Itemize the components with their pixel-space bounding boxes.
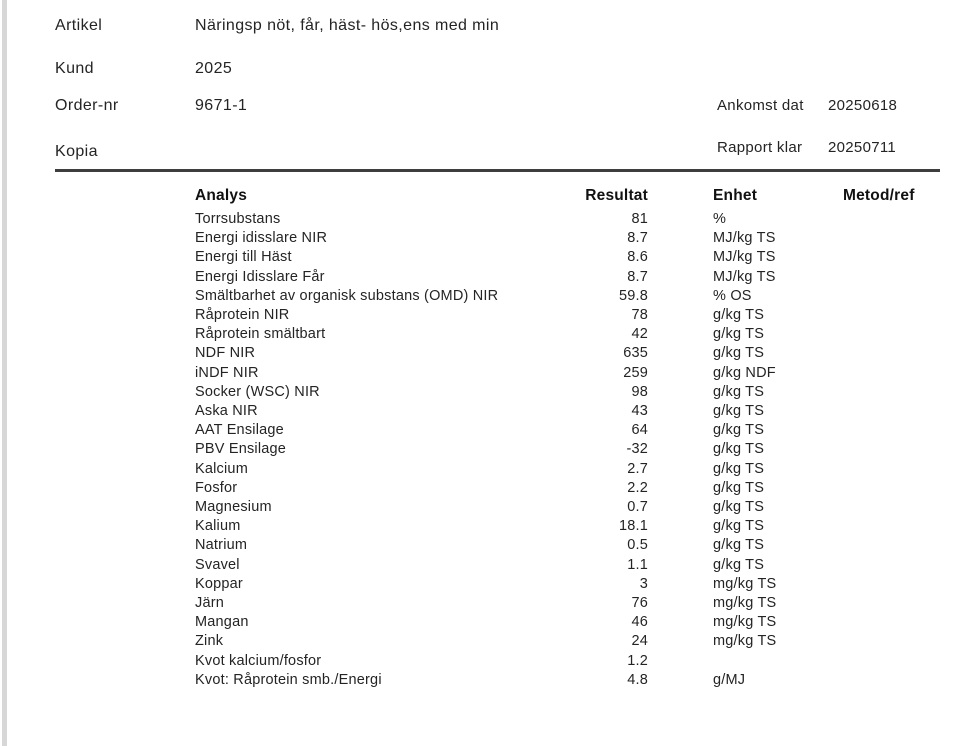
field-label-ankomst-dat: Ankomst dat [717,97,804,114]
column-header-enhet: Enhet [713,187,758,204]
field-value-artikel: Näringsp nöt, får, häst- hös,ens med min [195,17,500,34]
cell-resultat: 2.2 [627,479,648,496]
cell-resultat: 42 [631,326,648,343]
cell-metod-ref [826,344,943,363]
field-value-order-nr: 9671-1 [195,97,248,114]
cell-analys: Aska NIR [195,403,258,420]
field-label-kopia: Kopia [55,143,98,160]
cell-metod-ref [826,325,943,344]
table-body [195,210,943,690]
cell-metod-ref [826,575,943,594]
cell-analys: Järn [195,595,225,612]
cell-resultat: 0.7 [627,499,648,516]
table-row [195,594,943,613]
cell-enhet: g/kg TS [713,460,765,477]
table-row [195,383,943,402]
cell-enhet: mg/kg TS [713,614,777,631]
cell-enhet [648,652,826,671]
cell-metod-ref [826,402,943,421]
cell-enhet: % [713,211,727,227]
table-row [195,306,943,325]
table-header-row [195,186,943,206]
cell-analys: Energi Idisslare Får [195,268,325,285]
cell-enhet: g/kg TS [713,345,765,362]
table-row [195,325,943,344]
cell-resultat: 8.7 [627,230,648,247]
cell-metod-ref [826,594,943,613]
cell-metod-ref [826,498,943,517]
cell-analys: PBV Ensilage [195,441,287,458]
cell-analys: Kvot kalcium/fosfor [195,652,322,669]
cell-analys: Magnesium [195,499,272,516]
table-row [195,479,943,498]
cell-analys: Kalcium [195,460,248,477]
field-value-kund: 2025 [195,60,233,77]
cell-metod-ref [826,536,943,555]
cell-metod-ref [826,210,943,229]
field-label-rapport-klar: Rapport klar [717,139,803,156]
cell-enhet: % OS [713,287,752,304]
cell-enhet: g/kg TS [713,479,765,496]
cell-metod-ref [826,632,943,651]
cell-enhet: g/kg TS [713,499,765,516]
table-row [195,556,943,575]
cell-enhet: g/kg TS [713,307,765,324]
cell-resultat: 76 [631,595,648,612]
cell-resultat: 2.7 [627,460,648,477]
cell-metod-ref [826,479,943,498]
cell-metod-ref [826,229,943,248]
cell-metod-ref [826,268,943,287]
cell-analys: Smältbarhet av organisk substans (OMD) NIR [195,287,499,304]
table-row [195,440,943,459]
cell-metod-ref [826,421,943,440]
table-row [195,364,943,383]
cell-resultat: 81 [631,211,648,227]
cell-resultat: 78 [631,307,648,324]
table-row [195,344,943,363]
cell-analys: Råprotein smältbart [195,326,326,343]
header-divider-rule [55,169,940,172]
cell-resultat: 24 [631,633,648,650]
cell-analys: Kvot: Råprotein smb./Energi [195,671,382,688]
cell-resultat: -32 [626,441,648,458]
cell-resultat: 8.7 [627,268,648,285]
table-row [195,632,943,651]
table-row [195,460,943,479]
cell-enhet: g/kg TS [713,383,765,400]
cell-resultat: 1.1 [627,556,648,573]
table-row [195,613,943,632]
cell-resultat: 43 [631,403,648,420]
field-label-order-nr: Order-nr [55,97,119,114]
table-row [195,652,943,671]
table-row [195,421,943,440]
cell-metod-ref [826,383,943,402]
cell-analys: Svavel [195,556,240,573]
cell-analys: NDF NIR [195,345,256,362]
table-row [195,402,943,421]
cell-resultat: 4.8 [627,671,648,688]
table-row [195,536,943,555]
table-row [195,229,943,248]
table-row [195,517,943,536]
table-row [195,671,943,690]
column-header-metod-ref: Metod/ref [843,187,915,204]
cell-metod-ref [826,556,943,575]
table-row [195,287,943,306]
cell-metod-ref [826,613,943,632]
cell-enhet: MJ/kg TS [713,268,776,285]
field-label-artikel: Artikel [55,17,103,34]
cell-analys: Kalium [195,518,241,535]
cell-metod-ref [826,671,943,690]
cell-enhet: mg/kg TS [713,575,777,592]
cell-enhet: g/kg TS [713,518,765,535]
cell-metod-ref [826,517,943,536]
column-header-analys: Analys [195,187,248,204]
table-row [195,575,943,594]
table-row [195,268,943,287]
cell-enhet: g/kg TS [713,537,765,554]
cell-metod-ref [826,364,943,383]
cell-analys: Energi idisslare NIR [195,230,328,247]
cell-enhet: g/kg TS [713,326,765,343]
cell-metod-ref [826,460,943,479]
cell-resultat: 98 [631,383,648,400]
cell-analys: Mangan [195,614,249,631]
column-header-resultat: Resultat [585,187,648,204]
cell-resultat: 0.5 [627,537,648,554]
cell-analys: Energi till Häst [195,249,292,266]
cell-analys: Torrsubstans [195,211,281,227]
cell-resultat: 8.6 [627,249,648,266]
cell-analys: Koppar [195,575,243,592]
cell-analys: Fosfor [195,479,238,496]
field-label-kund: Kund [55,60,94,77]
table-row [195,210,943,229]
cell-metod-ref [826,652,943,671]
cell-resultat: 259 [623,364,648,381]
cell-analys: Råprotein NIR [195,307,290,324]
cell-analys: Socker (WSC) NIR [195,383,320,400]
analysis-table [195,186,943,690]
table-row [195,498,943,517]
cell-enhet: g/MJ [713,671,746,688]
cell-enhet: g/kg TS [713,556,765,573]
cell-resultat: 3 [639,575,648,592]
cell-enhet: mg/kg TS [713,633,777,650]
field-value-rapport-klar: 20250711 [828,139,897,156]
cell-analys: AAT Ensilage [195,422,284,439]
cell-analys: Natrium [195,537,248,554]
cell-resultat: 18.1 [618,518,648,535]
cell-enhet: MJ/kg TS [713,249,776,266]
cell-metod-ref [826,306,943,325]
cell-resultat: 46 [631,614,648,631]
cell-enhet: g/kg TS [713,403,765,420]
cell-resultat: 64 [631,422,648,439]
cell-resultat: 59.8 [618,287,648,304]
cell-enhet: MJ/kg TS [713,230,776,247]
cell-metod-ref [826,440,943,459]
cell-analys: Zink [195,633,224,650]
field-value-ankomst-dat: 20250618 [828,97,898,114]
cell-resultat: 1.2 [627,652,648,669]
cell-enhet: g/kg TS [713,422,765,439]
cell-metod-ref [826,287,943,306]
cell-enhet: mg/kg TS [713,595,777,612]
cell-analys: iNDF NIR [195,364,259,381]
cell-enhet: g/kg TS [713,441,765,458]
cell-resultat: 635 [623,345,648,362]
page-left-border-strip [2,0,7,746]
cell-metod-ref [826,248,943,267]
cell-enhet: g/kg NDF [713,364,776,381]
table-row [195,248,943,267]
